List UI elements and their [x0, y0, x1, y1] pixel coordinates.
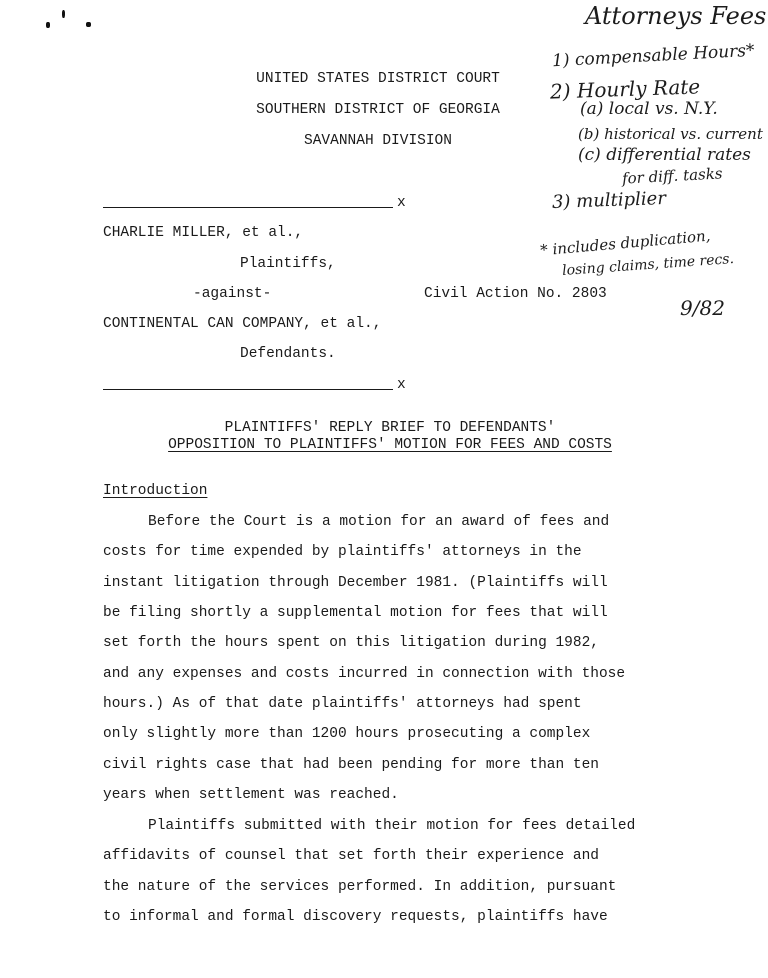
body-line: years when settlement was reached.	[103, 787, 399, 803]
defendant-role: Defendants.	[240, 346, 336, 362]
body-line: only slightly more than 1200 hours prosecuting a complex	[103, 726, 591, 742]
body-line: Before the Court is a motion for an award of fees and	[148, 514, 610, 530]
scan-speck	[62, 10, 65, 18]
body-line: hours.) As of that date plaintiffs' attorneys had spent	[103, 696, 582, 712]
plaintiff-name: CHARLIE MILLER, et al.,	[103, 225, 304, 241]
caption-rule-top	[103, 207, 393, 208]
body-line: the nature of the services performed. In addition, pursuant	[103, 879, 617, 895]
body-line: affidavits of counsel that set forth their experience and	[103, 848, 599, 864]
brief-title-line1: PLAINTIFFS' REPLY BRIEF TO DEFENDANTS'	[224, 420, 556, 436]
handwritten-footnote: losing claims, time recs.	[561, 251, 735, 279]
body-line: and any expenses and costs incurred in connection with those	[103, 666, 626, 682]
civil-action-number: Civil Action No. 2803	[424, 286, 607, 302]
court-name: UNITED STATES DISTRICT COURT	[256, 71, 500, 87]
handwritten-note: 2) Hourly Rate	[549, 74, 701, 104]
body-line: set forth the hours spent on this litigation during 1982,	[103, 635, 599, 651]
caption-x-top: x	[397, 195, 406, 211]
handwritten-title: Attorneys Fees	[585, 2, 767, 30]
court-division: SAVANNAH DIVISION	[304, 133, 452, 149]
handwritten-note: (c) differential rates	[578, 145, 751, 165]
caption-x-bottom: x	[397, 377, 406, 393]
plaintiff-role: Plaintiffs,	[240, 256, 336, 272]
handwritten-note: 1) compensable Hours*	[551, 40, 756, 72]
handwritten-note: (b) historical vs. current	[578, 125, 763, 143]
scan-speck	[46, 22, 50, 28]
body-line: be filing shortly a supplemental motion for fees that will	[103, 605, 608, 621]
court-district: SOUTHERN DISTRICT OF GEORGIA	[256, 102, 500, 118]
body-line: costs for time expended by plaintiffs' attorneys in the	[103, 544, 582, 560]
body-line: civil rights case that had been pending for more than ten	[103, 757, 599, 773]
handwritten-note: 3) multiplier	[551, 188, 667, 213]
handwritten-footnote: * includes duplication,	[539, 226, 712, 260]
section-heading: Introduction	[103, 483, 208, 499]
body-line: to informal and formal discovery requests, plaintiffs have	[103, 909, 608, 925]
brief-title-line2: OPPOSITION TO PLAINTIFFS' MOTION FOR FEES AND COSTS	[168, 437, 612, 453]
defendant-name: CONTINENTAL CAN COMPANY, et al.,	[103, 316, 382, 332]
scan-speck	[86, 22, 91, 27]
handwritten-note: (a) local vs. N.Y.	[580, 99, 718, 119]
handwritten-note: for diff. tasks	[621, 164, 723, 188]
body-line: instant litigation through December 1981. (Plaintiffs will	[103, 575, 608, 591]
body-line: Plaintiffs submitted with their motion for fees detailed	[148, 818, 636, 834]
against-label: -against-	[193, 286, 272, 302]
caption-rule-bottom	[103, 389, 393, 390]
handwritten-date: 9/82	[680, 296, 725, 320]
